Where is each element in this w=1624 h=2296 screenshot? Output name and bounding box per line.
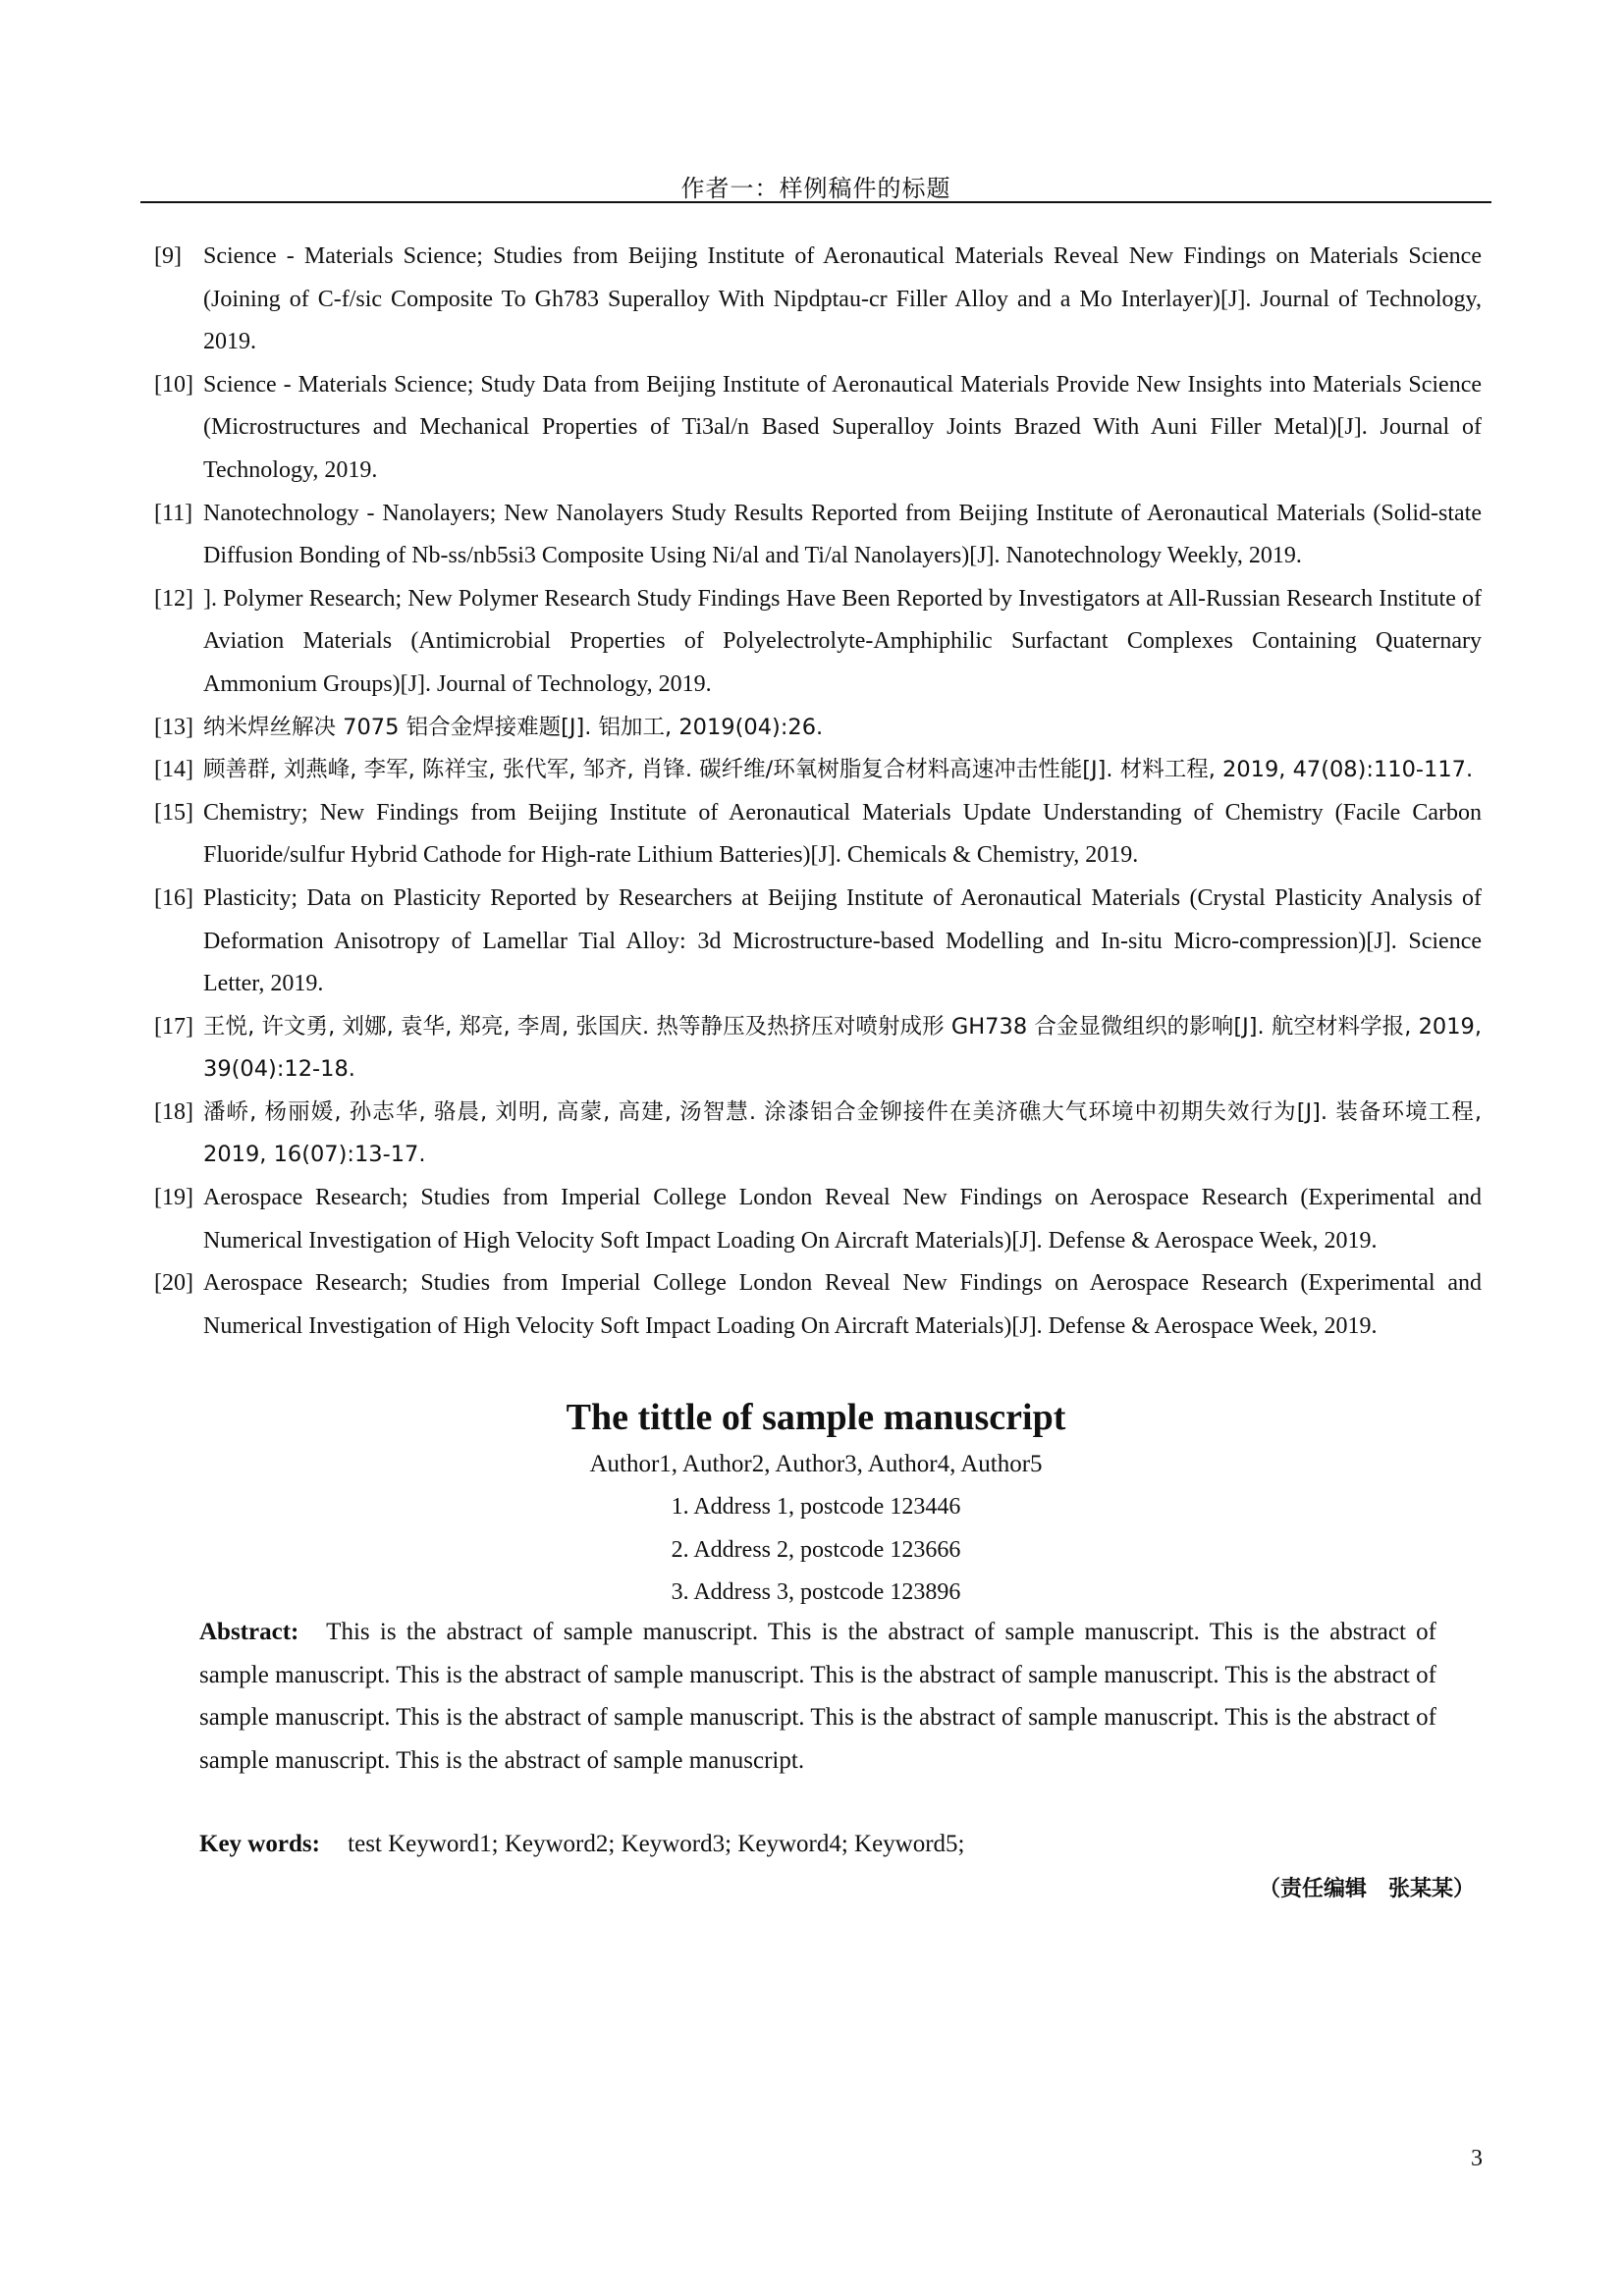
- keywords-label: Key words:: [199, 1831, 320, 1857]
- reference-item: [154, 878, 1482, 1006]
- reference-text: 纳米焊丝解决 7075 铝合金焊接难题[J]. 铝加工, 2019(04):26.: [203, 714, 824, 740]
- reference-text: 王悦, 许文勇, 刘娜, 袁华, 郑亮, 李周, 张国庆. 热等静压及热挤压对喷射成形 GH738 合金显微组织的影响[J]. 航空材料学报, 2019, 39(04):12-18.: [203, 1013, 1482, 1083]
- reference-number: [17]: [154, 1013, 193, 1040]
- reference-number: [19]: [154, 1185, 193, 1211]
- reference-item: [154, 749, 1482, 792]
- reference-number: [9]: [154, 243, 182, 269]
- reference-item: [154, 1177, 1482, 1262]
- address-line: 3. Address 3, postcode 123896: [671, 1579, 961, 1606]
- reference-number: [10]: [154, 371, 193, 398]
- reference-text: Science - Materials Science; Study Data from Beijing Institute of Aeronautical Materials Provide New Insights into Materials Science (Microstructures and Mechanical Properties of Ti3al/n Based Superalloy Joints Brazed With Auni Filler Metal)[J]. Journal of Technology, 2019.: [203, 371, 1482, 483]
- address-line: 2. Address 2, postcode 123666: [671, 1536, 961, 1563]
- english-keywords: [199, 1823, 1436, 1866]
- reference-number: [18]: [154, 1098, 193, 1125]
- reference-text: 顾善群, 刘燕峰, 李军, 陈祥宝, 张代军, 邹齐, 肖锋. 碳纤维/环氧树脂复合材料高速冲击性能[J]. 材料工程, 2019, 47(08):110-117.: [203, 757, 1474, 783]
- reference-number: [16]: [154, 884, 193, 911]
- reference-number: [13]: [154, 714, 193, 740]
- english-abstract: [199, 1611, 1436, 1782]
- reference-item: [154, 236, 1482, 364]
- reference-text: ]. Polymer Research; New Polymer Research Study Findings Have Been Reported by Investigators at All-Russian Research Institute of Aviation Materials (Antimicrobial Properties of Polyelectrolyte-Amphiphilic Surfactant Complexes Containing Quaternary Ammonium Groups)[J]. Journal of Technology, 2019.: [203, 585, 1482, 697]
- reference-number: [15]: [154, 799, 193, 826]
- abstract-label: Abstract:: [199, 1619, 299, 1645]
- english-title: The tittle of sample manuscript: [566, 1397, 1066, 1438]
- english-title-block: [140, 1392, 1491, 1615]
- page-number: 3: [1471, 2146, 1483, 2171]
- reference-number: [20]: [154, 1270, 193, 1297]
- reference-item: [154, 1262, 1482, 1348]
- abstract-text: This is the abstract of sample manuscript. This is the abstract of sample manuscript. This is the abstract of sample manuscript. This is the abstract of sample manuscript. This is the abstract of sample manuscript. This is the abstract of sample manuscript. This is the abstract of sample manuscript. This is the abstract of sample manuscript. This is the abstract of sample manuscript. This is the abstract of sample manuscript.: [199, 1619, 1436, 1774]
- header-rule: [140, 201, 1491, 203]
- address-line: 1. Address 1, postcode 123446: [671, 1494, 961, 1520]
- reference-text: Plasticity; Data on Plasticity Reported by Researchers at Beijing Institute of Aeronautical Materials (Crystal Plasticity Analysis of Deformation Anisotropy of Lamellar Tial Alloy: 3d Microstructure-based Modelling and In-situ Micro-compression)[J]. Science Letter, 2019.: [203, 884, 1482, 997]
- reference-item: [154, 364, 1482, 493]
- reference-number: [12]: [154, 585, 193, 612]
- reference-text: Chemistry; New Findings from Beijing Institute of Aeronautical Materials Update Understanding of Chemistry (Facile Carbon Fluoride/sulfur Hybrid Cathode for High-rate Lithium Batteries)[J]. Chemicals & Chemistry, 2019.: [203, 799, 1482, 869]
- reference-item: [154, 1092, 1482, 1177]
- running-header: 作者一：样例稿件的标题: [680, 175, 951, 202]
- reference-item: [154, 578, 1482, 707]
- reference-list: [154, 236, 1482, 1348]
- reference-item: [154, 792, 1482, 878]
- reference-text: Science - Materials Science; Studies from Beijing Institute of Aeronautical Materials Reveal New Findings on Materials Science (Joining of C-f/sic Composite To Gh783 Superalloy With Nipdptau-cr Filler Alloy and a Mo Interlayer)[J]. Journal of Technology, 2019.: [203, 243, 1482, 355]
- reference-text: Aerospace Research; Studies from Imperial College London Reveal New Findings on Aerospace Research (Experimental and Numerical Investigation of High Velocity Soft Impact Loading On Aircraft Materials)[J]. Defense & Aerospace Week, 2019.: [203, 1270, 1482, 1339]
- reference-item: [154, 1006, 1482, 1092]
- reference-text: Nanotechnology - Nanolayers; New Nanolayers Study Results Reported from Beijing Institute of Aeronautical Materials (Solid-state Diffusion Bonding of Nb-ss/nb5si3 Composite Using Ni/al and Ti/al Nanolayers)[J]. Nanotechnology Weekly, 2019.: [203, 500, 1482, 569]
- reference-text: 潘峤, 杨丽媛, 孙志华, 骆晨, 刘明, 高蒙, 高建, 汤智慧. 涂漆铝合金铆接件在美济礁大气环境中初期失效行为[J]. 装备环境工程, 2019, 16(07):13-17.: [203, 1098, 1482, 1168]
- reference-text: Aerospace Research; Studies from Imperial College London Reveal New Findings on Aerospace Research (Experimental and Numerical Investigation of High Velocity Soft Impact Loading On Aircraft Materials)[J]. Defense & Aerospace Week, 2019.: [203, 1185, 1482, 1254]
- keywords-text: test Keyword1; Keyword2; Keyword3; Keyword4; Keyword5;: [348, 1831, 965, 1857]
- reference-item: [154, 493, 1482, 578]
- reference-number: [11]: [154, 500, 193, 526]
- reference-item: [154, 707, 1482, 750]
- reference-number: [14]: [154, 757, 193, 783]
- english-authors: Author1, Author2, Author3, Author4, Author5: [589, 1451, 1043, 1477]
- responsible-editor: （责任编辑 张某某）: [1258, 1877, 1475, 1901]
